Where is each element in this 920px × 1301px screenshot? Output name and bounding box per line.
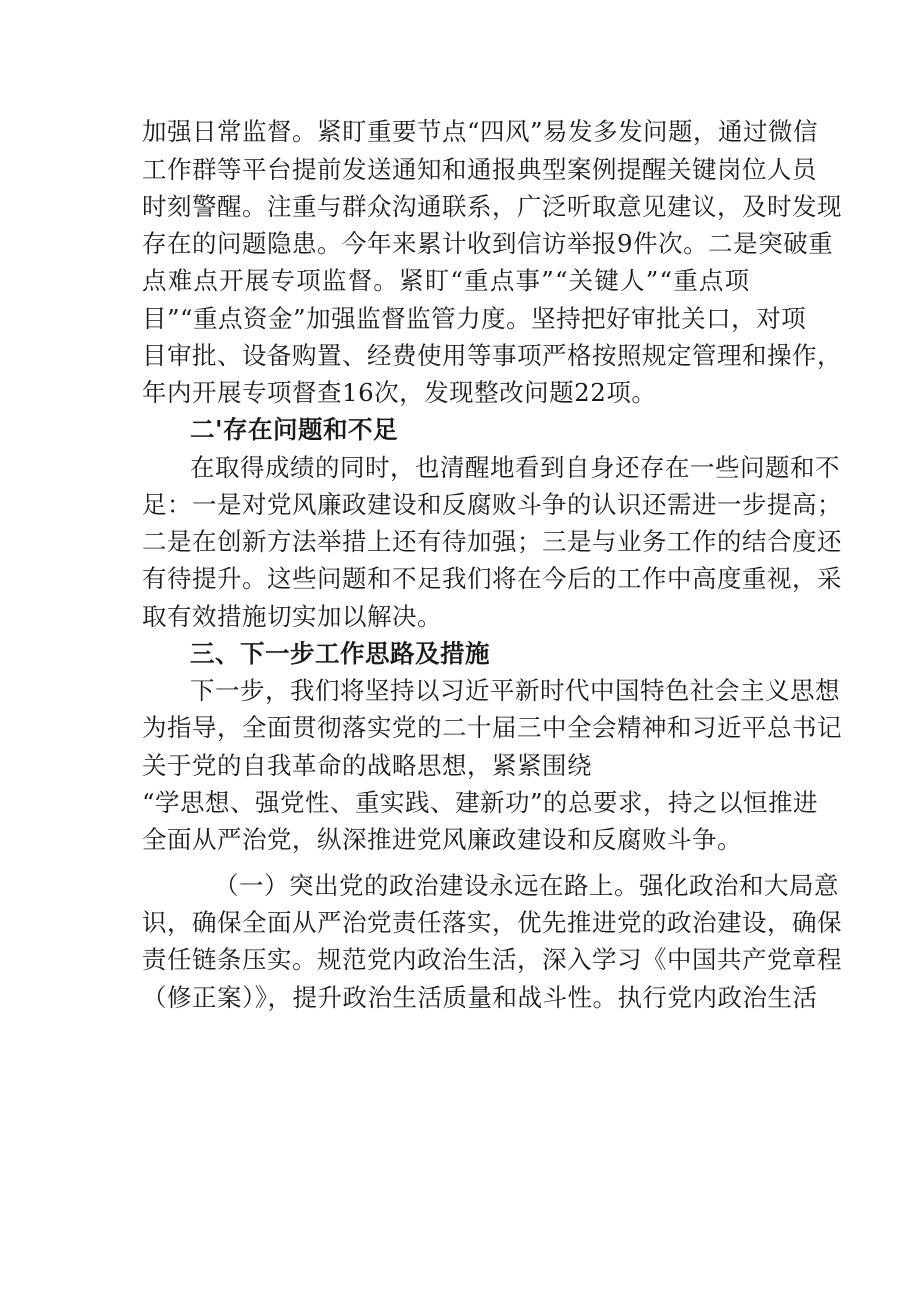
text-line: （修正案）》，提升政治生活质量和战斗性。执行党内政治生活 <box>142 983 818 1012</box>
text-line: 二是在创新方法举措上还有待加强；三是与业务工作的结合度还 <box>142 527 842 556</box>
text-line: 取有效措施切实加以解决。 <box>142 602 442 631</box>
text-line: 加强日常监督。紧盯重要节点“四风”易发多发问题，通过微信 <box>142 117 819 146</box>
section-heading-3: 三、下一步工作思路及措施 <box>190 639 490 668</box>
text-line: 年内开展专项督查16次，发现整改问题22项。 <box>142 378 657 407</box>
text-line: 点难点开展专项监督。紧盯“重点事”“关键人”“重点项 <box>142 266 751 295</box>
text-line: 关于党的自我革命的战略思想，紧紧围绕 <box>142 751 592 780</box>
text-line: 时刻警醒。注重与群众沟通联系，广泛听取意见建议，及时发现 <box>142 192 842 221</box>
text-line: 在取得成绩的同时，也清醒地看到自身还存在一些问题和不 <box>190 453 840 482</box>
text-line: 识，确保全面从严治党责任落实，优先推进党的政治建设，确保 <box>142 908 842 937</box>
text-line: 全面从严治党，纵深推进党风廉政建设和反腐败斗争。 <box>142 825 742 854</box>
text-line: 足：一是对党风廉政建设和反腐败斗争的认识还需进一步提高； <box>142 490 842 519</box>
text-line: 有待提升。这些问题和不足我们将在今后的工作中高度重视，采 <box>142 564 842 593</box>
text-line: 下一步，我们将坚持以习近平新时代中国特色社会主义思想 <box>190 676 840 705</box>
section-heading-2: 二'存在问题和不足 <box>190 415 398 444</box>
text-line: 责任链条压实。规范党内政治生活，深入学习《中国共产党章程 <box>142 945 842 974</box>
text-line: 目”“重点资金”加强监督监管力度。坚持把好审批关口，对项 <box>142 304 807 333</box>
text-line: 目审批、设备购置、经费使用等事项严格按照规定管理和操作， <box>142 341 842 370</box>
text-line: 存在的问题隐患。今年来累计收到信访举报9件次。二是突破重 <box>142 229 834 258</box>
text-line: “学思想、强党性、重实践、建新功”的总要求，持之以恒推进 <box>142 788 819 817</box>
text-line: 工作群等平台提前发送通知和通报典型案例提醒关键岗位人员 <box>142 155 817 184</box>
subsection-heading-1: （一）突出党的政治建设永远在路上。强化政治和大局意 <box>214 871 839 900</box>
text-line: 为指导，全面贯彻落实党的二十届三中全会精神和习近平总书记 <box>142 713 842 742</box>
